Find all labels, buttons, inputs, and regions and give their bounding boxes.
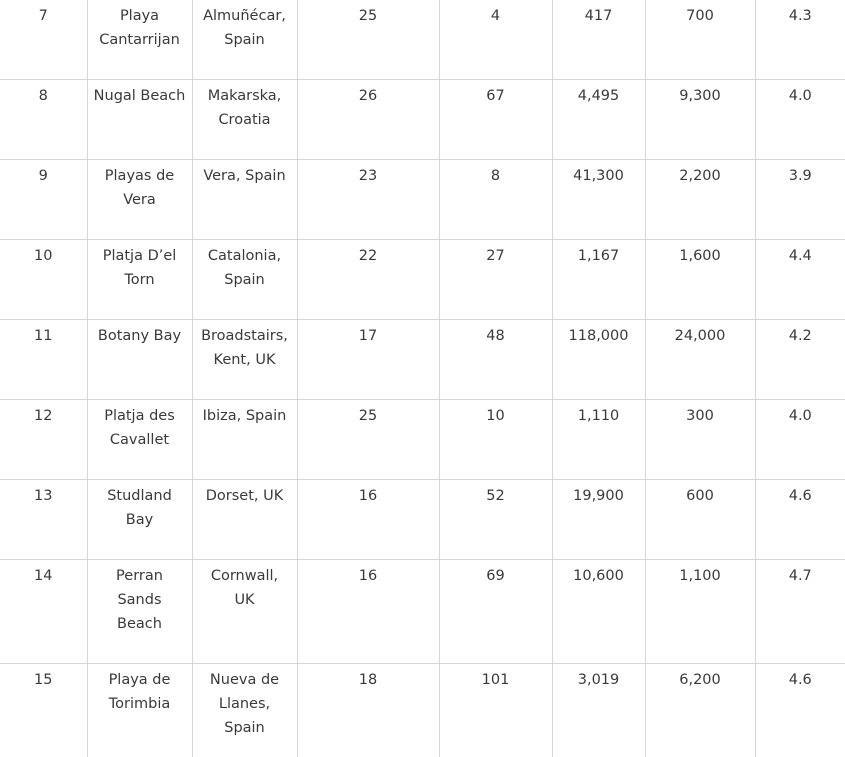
value-cell: 10 xyxy=(439,400,552,480)
value-cell: 118,000 xyxy=(552,320,645,400)
table-row xyxy=(0,240,845,320)
location-cell: Broadstairs, Kent, UK xyxy=(192,320,297,400)
rating-cell: 4.6 xyxy=(755,480,845,560)
table-row xyxy=(0,480,845,560)
rating-cell: 4.2 xyxy=(755,320,845,400)
value-cell: 700 xyxy=(645,0,755,80)
value-cell: 6,200 xyxy=(645,664,755,757)
table-row xyxy=(0,560,845,664)
beach-name-cell: Nugal Beach xyxy=(87,80,192,160)
rating-cell: 4.0 xyxy=(755,80,845,160)
table-row xyxy=(0,400,845,480)
beach-name-cell: Platja des Cavallet xyxy=(87,400,192,480)
rating-cell: 4.3 xyxy=(755,0,845,80)
beach-name-cell: Playa de Torimbia xyxy=(87,664,192,757)
value-cell: 26 xyxy=(297,80,439,160)
value-cell: 16 xyxy=(297,480,439,560)
value-cell: 48 xyxy=(439,320,552,400)
beach-name-cell: Botany Bay xyxy=(87,320,192,400)
rank-cell: 15 xyxy=(0,664,87,757)
location-cell: Makarska, Croatia xyxy=(192,80,297,160)
beach-name-cell: Studland Bay xyxy=(87,480,192,560)
rating-cell: 3.9 xyxy=(755,160,845,240)
rating-cell: 4.7 xyxy=(755,560,845,664)
value-cell: 1,110 xyxy=(552,400,645,480)
value-cell: 300 xyxy=(645,400,755,480)
location-cell: Vera, Spain xyxy=(192,160,297,240)
value-cell: 27 xyxy=(439,240,552,320)
beach-name-cell: Playa Cantarrijan xyxy=(87,0,192,80)
location-cell: Almuñécar, Spain xyxy=(192,0,297,80)
value-cell: 2,200 xyxy=(645,160,755,240)
rank-cell: 8 xyxy=(0,80,87,160)
beach-name-cell: Platja D’el Torn xyxy=(87,240,192,320)
value-cell: 4 xyxy=(439,0,552,80)
table-row xyxy=(0,160,845,240)
value-cell: 16 xyxy=(297,560,439,664)
value-cell: 1,167 xyxy=(552,240,645,320)
rank-cell: 7 xyxy=(0,0,87,80)
value-cell: 1,600 xyxy=(645,240,755,320)
beach-name-cell: Perran Sands Beach xyxy=(87,560,192,664)
beach-name-cell: Playas de Vera xyxy=(87,160,192,240)
value-cell: 52 xyxy=(439,480,552,560)
location-cell: Catalonia, Spain xyxy=(192,240,297,320)
value-cell: 3,019 xyxy=(552,664,645,757)
location-cell: Dorset, UK xyxy=(192,480,297,560)
rating-cell: 4.4 xyxy=(755,240,845,320)
value-cell: 23 xyxy=(297,160,439,240)
value-cell: 19,900 xyxy=(552,480,645,560)
value-cell: 67 xyxy=(439,80,552,160)
rating-cell: 4.0 xyxy=(755,400,845,480)
value-cell: 8 xyxy=(439,160,552,240)
value-cell: 1,100 xyxy=(645,560,755,664)
value-cell: 101 xyxy=(439,664,552,757)
value-cell: 25 xyxy=(297,0,439,80)
location-cell: Nueva de Llanes, Spain xyxy=(192,664,297,757)
rank-cell: 10 xyxy=(0,240,87,320)
table-row xyxy=(0,80,845,160)
location-cell: Ibiza, Spain xyxy=(192,400,297,480)
value-cell: 18 xyxy=(297,664,439,757)
value-cell: 69 xyxy=(439,560,552,664)
value-cell: 24,000 xyxy=(645,320,755,400)
rank-cell: 12 xyxy=(0,400,87,480)
value-cell: 22 xyxy=(297,240,439,320)
rank-cell: 14 xyxy=(0,560,87,664)
table-row xyxy=(0,320,845,400)
value-cell: 417 xyxy=(552,0,645,80)
rank-cell: 13 xyxy=(0,480,87,560)
value-cell: 41,300 xyxy=(552,160,645,240)
rating-cell: 4.6 xyxy=(755,664,845,757)
table-row xyxy=(0,664,845,757)
value-cell: 17 xyxy=(297,320,439,400)
location-cell: Cornwall, UK xyxy=(192,560,297,664)
value-cell: 10,600 xyxy=(552,560,645,664)
table-row xyxy=(0,0,845,80)
value-cell: 25 xyxy=(297,400,439,480)
value-cell: 9,300 xyxy=(645,80,755,160)
rank-cell: 11 xyxy=(0,320,87,400)
value-cell: 600 xyxy=(645,480,755,560)
value-cell: 4,495 xyxy=(552,80,645,160)
rank-cell: 9 xyxy=(0,160,87,240)
